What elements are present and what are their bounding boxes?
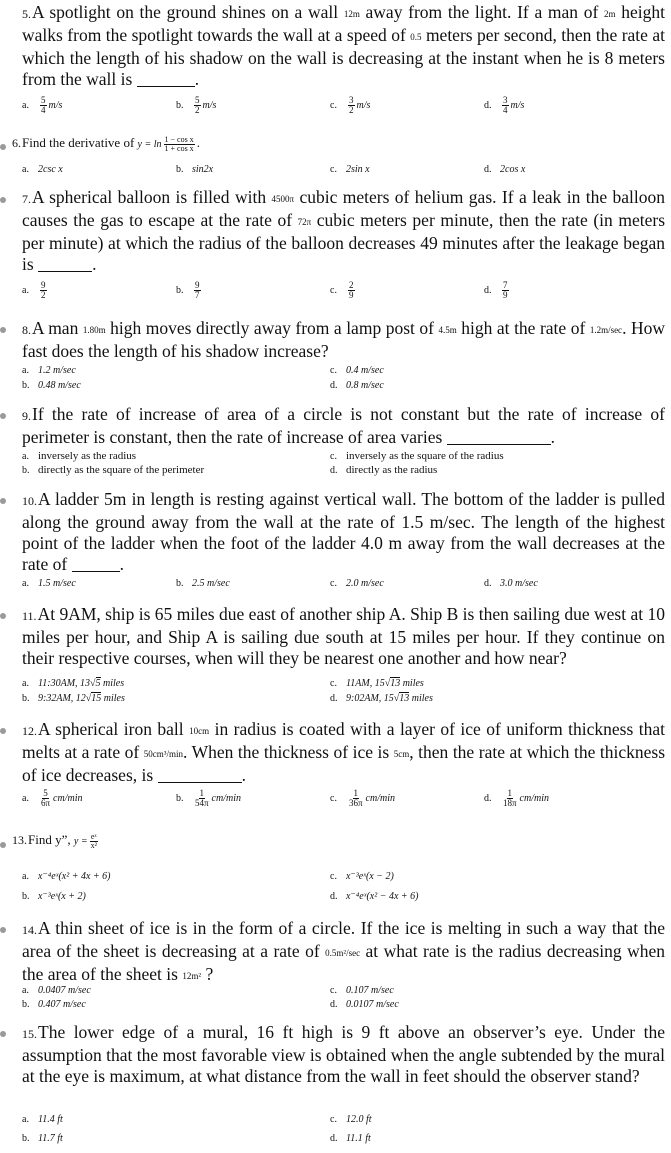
option-c[interactable]: [330, 96, 370, 115]
q8-h2: 4.5m: [438, 325, 457, 335]
q9-options-2-text: inversely as the square of the radius: [346, 450, 504, 462]
q11-options-2-pre: 11AM, 15: [346, 678, 385, 689]
q7-options-3-den: 9: [503, 290, 508, 300]
q11-options-3-post: miles: [409, 693, 433, 704]
q5-options-3-den: 4: [503, 105, 508, 115]
q5-options-1-unit: m/s: [202, 100, 217, 112]
question-6-stem: [12, 134, 665, 153]
q11-options-2-root: 13: [390, 678, 401, 689]
q5-options-1-letter: b.: [176, 100, 184, 112]
q7-vol: 4500π: [271, 194, 295, 204]
option-c[interactable]: [330, 363, 384, 378]
q11-options-1-letter: b.: [22, 693, 30, 704]
question-10-stem: [22, 489, 665, 575]
option-c[interactable]: [330, 449, 504, 464]
question-12-stem: [22, 719, 665, 786]
bullet-icon: [0, 728, 6, 734]
bullet-icon: [0, 197, 6, 203]
answer-blank: [38, 257, 92, 272]
q5-p3: height walks from the spotlight towards the wall at a speed of: [22, 2, 665, 45]
q12-options-2-den: 36π: [349, 798, 363, 808]
q7-options-1-den: 7: [195, 290, 200, 300]
bullet-icon: [0, 498, 6, 504]
option-d[interactable]: [484, 96, 524, 115]
q5-p4: meters per second, then the rate at which the length of his shadow on the wall is decreasing at the instant when he is 8 meters from the wall is: [22, 25, 665, 89]
q9-options-0-letter: a.: [22, 451, 29, 462]
q15-num: 15.: [22, 1027, 37, 1041]
q15-text: The lower edge of a mural, 16 ft high is 9 ft above an observer’s eye. Under the assumption that the most favorable view is obtained when the angle subtended by the mural at the eye is maximum, at what distance from the wall in feet should the observer stand?: [22, 1022, 665, 1086]
q10-options-1-text: 2.5 m/sec: [192, 578, 230, 589]
q6-options-1-letter: b.: [176, 164, 184, 175]
question-7-stem: [22, 187, 665, 275]
q7-p1: A spherical balloon is filled with: [32, 187, 272, 207]
q8-options-2-text: 0.4 m/sec: [346, 365, 384, 376]
q5-wall: 12m: [343, 9, 360, 19]
q8-p1: A man: [32, 318, 83, 338]
q12-options-0-letter: a.: [22, 793, 29, 805]
q6-options-3-text: 2cos x: [500, 164, 526, 175]
q13-options-1-letter: b.: [22, 891, 30, 902]
q9-options-3-text: directly as the radius: [346, 464, 438, 476]
q12-p3: . When the thickness of ice is: [183, 742, 394, 762]
option-a[interactable]: [22, 869, 111, 884]
q6-end: .: [196, 135, 200, 150]
option-a[interactable]: [22, 162, 63, 177]
option-b[interactable]: [22, 463, 204, 478]
option-d[interactable]: [330, 997, 399, 1012]
q13-options-2-letter: c.: [330, 871, 337, 882]
q6-text: Find the derivative of: [22, 135, 138, 150]
q14-rate: 0.5m²/sec: [325, 948, 361, 958]
q8-options-2-letter: c.: [330, 365, 337, 376]
q12-options-3-unit: cm/min: [519, 793, 549, 805]
q12-p4: , then the rate at which the thickness of ice decreases, is: [22, 742, 666, 785]
option-c[interactable]: [330, 869, 394, 884]
q7-p2: cubic meters of helium gas. If a leak in the balloon causes the gas to escape at the rate of: [22, 187, 666, 230]
q5-num: 5.: [22, 7, 31, 21]
q10-options-3-letter: d.: [484, 578, 492, 589]
q5-options-2-den: 2: [349, 105, 354, 115]
q14-p3: ?: [201, 964, 214, 984]
q6-expr: y = ln: [137, 139, 162, 150]
q5-options-2-num: 3: [349, 95, 354, 105]
q13-options-3-text: x⁻⁴eˣ(x² − 4x + 6): [346, 891, 419, 902]
option-a[interactable]: [22, 576, 76, 591]
q13-fnum: eˣ: [90, 831, 97, 841]
q6-options-0-text: 2csc x: [38, 164, 63, 175]
q10-options-3-text: 3.0 m/sec: [500, 578, 538, 589]
q15-options-0-letter: a.: [22, 1114, 29, 1125]
q13-text: Find y”,: [28, 832, 74, 847]
fraction: [502, 789, 518, 808]
q14-options-3-letter: d.: [330, 999, 338, 1010]
option-b[interactable]: [22, 889, 86, 904]
q8-p3: high at the rate of: [456, 318, 590, 338]
q7-end: .: [92, 254, 97, 274]
q5-p2: away from the light. If a man of: [359, 2, 605, 22]
fraction: [194, 281, 201, 300]
q8-options-1-text: 0.48 m/sec: [38, 380, 81, 391]
q14-options-1-text: 0.407 m/sec: [38, 999, 86, 1010]
q11-options-3-root: 13: [399, 693, 410, 704]
q10-options-2-letter: c.: [330, 578, 337, 589]
q12-rad: 10cm: [189, 726, 210, 736]
bullet-icon: [0, 1031, 6, 1037]
q9-options-0-text: inversely as the radius: [38, 450, 137, 462]
option-c[interactable]: [330, 281, 357, 300]
q9-end: .: [550, 427, 556, 447]
q12-num: 12.: [22, 724, 37, 738]
q14-options-0-letter: a.: [22, 985, 29, 996]
q13-options-3-letter: d.: [330, 891, 338, 902]
q12-options-0-den: 6π: [41, 798, 51, 808]
q11-options-3-letter: d.: [330, 693, 338, 704]
option-b[interactable]: [22, 691, 125, 706]
q11-options-3-pre: 9:02AM, 15: [346, 693, 394, 704]
q6-fden: 1 + cos x: [164, 143, 194, 153]
option-d[interactable]: [484, 162, 525, 177]
q12-options-1-num: 1: [199, 788, 205, 798]
q13-options-1-text: x⁻³eˣ(x + 2): [38, 891, 86, 902]
question-5-stem: [22, 2, 665, 90]
q5-options-3-num: 3: [503, 95, 508, 105]
q15-options-3-text: 11.1 ft: [346, 1133, 371, 1144]
q7-options-0-letter: a.: [22, 285, 29, 297]
option-b[interactable]: [22, 378, 81, 393]
q12-options-3-num: 1: [507, 788, 513, 798]
radical-sign: √: [393, 693, 400, 704]
q12-p2: in radius is coated with a layer of ice of uniform thickness that melts at a rate of: [22, 719, 665, 762]
q13-options-0-text: x⁻⁴eˣ(x² + 4x + 6): [38, 871, 111, 882]
option-b[interactable]: [22, 997, 86, 1012]
q7-options-1-num: 9: [195, 280, 200, 290]
answer-blank: [158, 768, 242, 783]
q5-options-3-unit: m/s: [510, 100, 525, 112]
option-d[interactable]: [484, 789, 549, 808]
option-a[interactable]: [22, 449, 136, 464]
option-d[interactable]: [484, 281, 511, 300]
fraction: [502, 96, 509, 115]
q6-fnum: 1 − cos x: [164, 134, 194, 144]
q11-options-0-letter: a.: [22, 678, 29, 689]
q8-options-0-text: 1.2 m/sec: [38, 365, 76, 376]
q15-options-2-text: 12.0 ft: [346, 1114, 372, 1125]
q11-options-0-post: miles: [100, 678, 125, 689]
q14-options-1-letter: b.: [22, 999, 30, 1010]
q7-p3: cubic meters per minute, then the rate (in meters per minute) at which the radius of the balloon decreases 49 minutes after the leakage began is: [22, 210, 666, 274]
q10-end: .: [119, 554, 124, 574]
q14-p2: at what rate is the radius decreasing when the area of the sheet is: [22, 941, 665, 984]
option-b[interactable]: [176, 162, 213, 177]
option-d[interactable]: [330, 463, 437, 478]
q12-options-1-den: 54π: [195, 798, 209, 808]
q12-thick: 5cm: [393, 749, 410, 759]
option-a[interactable]: [22, 789, 83, 808]
q5-options-1-num: 5: [195, 95, 200, 105]
q5-options-0-den: 4: [41, 105, 46, 115]
option-b[interactable]: [176, 576, 230, 591]
q10-options-0-text: 1.5 m/sec: [38, 578, 76, 589]
option-b[interactable]: [176, 281, 203, 300]
q11-text: At 9AM, ship is 65 miles due east of another ship A. Ship B is then sailing due west at 10 miles per hour, and Ship A is sailing due south at 15 miles per hour. If they continue on their respective courses, when will they be nearest one another and how near?: [22, 604, 665, 668]
q6-options-2-text: 2sin x: [346, 164, 370, 175]
q5-p1: A spotlight on the ground shines on a wall: [32, 2, 344, 22]
q11-options-2-letter: c.: [330, 678, 337, 689]
q12-p1: A spherical iron ball: [38, 719, 190, 739]
answer-blank: [447, 430, 551, 445]
radical-sign: √: [384, 678, 391, 689]
q8-options-1-letter: b.: [22, 380, 30, 391]
option-c[interactable]: [330, 162, 370, 177]
q15-options-0-text: 11.4 ft: [38, 1114, 63, 1125]
option-a[interactable]: [22, 1112, 63, 1127]
q11-options-0-pre: 11:30AM, 13: [38, 678, 91, 689]
q12-options-2-num: 1: [353, 788, 359, 798]
option-a[interactable]: [22, 96, 62, 115]
q9-options-1-letter: b.: [22, 465, 30, 476]
q6-options-2-letter: c.: [330, 164, 337, 175]
option-d[interactable]: [330, 1131, 371, 1146]
q15-options-2-letter: c.: [330, 1114, 337, 1125]
question-9-stem: [22, 404, 665, 448]
option-a[interactable]: [22, 676, 124, 691]
question-15-stem: [22, 1022, 665, 1087]
q6-num: 6.: [12, 136, 21, 150]
q7-options-3-num: 7: [503, 280, 508, 290]
option-a[interactable]: [22, 363, 76, 378]
q11-options-0-root: 5: [95, 678, 101, 689]
q12-options-1-unit: cm/min: [211, 793, 241, 805]
fraction: [194, 789, 210, 808]
fraction: [348, 96, 355, 115]
q13-options-0-letter: a.: [22, 871, 29, 882]
option-d[interactable]: [330, 378, 384, 393]
q14-area: 12m²: [182, 971, 202, 981]
q12-options-2-letter: c.: [330, 793, 337, 805]
q15-options-1-letter: b.: [22, 1133, 30, 1144]
bullet-icon: [0, 413, 6, 419]
answer-blank: [72, 557, 120, 572]
question-14-stem: [22, 918, 665, 987]
q14-p1: A thin sheet of ice is in the form of a circle. If the ice is melting in such a way that the area of the sheet is decreasing at a rate of: [22, 918, 665, 961]
option-a[interactable]: [22, 281, 49, 300]
fraction: [40, 789, 51, 808]
q9-options-2-letter: c.: [330, 451, 337, 462]
fraction: [194, 96, 201, 115]
q5-options-1-den: 2: [195, 105, 200, 115]
fraction: [40, 281, 47, 300]
option-c[interactable]: [330, 676, 424, 691]
fraction: [90, 833, 98, 850]
q15-options-3-letter: d.: [330, 1133, 338, 1144]
q6-options-1-text: sin2x: [192, 164, 214, 175]
q11-options-1-post: miles: [101, 693, 125, 704]
q7-options-0-num: 9: [41, 280, 46, 290]
q7-options-0-den: 2: [41, 290, 46, 300]
q5-options-3-letter: d.: [484, 100, 492, 112]
q5-options-0-num: 5: [41, 95, 46, 105]
q14-num: 14.: [22, 923, 37, 937]
q9-num: 9.: [22, 409, 31, 423]
q12-rate: 50cm³/min: [143, 749, 183, 759]
option-c[interactable]: [330, 576, 384, 591]
q13-expr: y =: [73, 836, 88, 847]
q5-options-2-unit: m/s: [356, 100, 371, 112]
bullet-icon: [0, 144, 6, 150]
option-b[interactable]: [22, 1131, 63, 1146]
q9-options-1-text: directly as the square of the perimeter: [38, 464, 205, 476]
q7-rate: 72π: [297, 217, 312, 227]
bullet-icon: [0, 327, 6, 333]
option-c[interactable]: [330, 983, 394, 998]
q10-options-2-text: 2.0 m/sec: [346, 578, 384, 589]
option-b[interactable]: [176, 789, 241, 808]
option-d[interactable]: [484, 576, 538, 591]
q8-h1: 1.80m: [82, 325, 106, 335]
option-d[interactable]: [330, 691, 433, 706]
fraction: [164, 136, 195, 153]
q12-end: .: [241, 765, 246, 785]
bullet-icon: [0, 613, 6, 619]
q8-p2: high moves directly away from a lamp post of: [105, 318, 439, 338]
q7-options-2-letter: c.: [330, 285, 337, 297]
q14-options-2-letter: c.: [330, 985, 337, 996]
q5-options-0-letter: a.: [22, 100, 29, 112]
q7-options-2-den: 9: [349, 290, 354, 300]
q8-options-0-letter: a.: [22, 365, 29, 376]
q10-num: 10.: [22, 494, 37, 508]
q11-num: 11.: [22, 609, 37, 623]
q8-r: 1.2m/sec: [589, 325, 623, 335]
q5-options-2-letter: c.: [330, 100, 337, 112]
q11-options-2-post: miles: [400, 678, 424, 689]
q5-speed: 0.5: [410, 32, 422, 42]
option-c[interactable]: [330, 789, 395, 808]
fraction: [40, 96, 47, 115]
q14-options-2-text: 0.107 m/sec: [346, 985, 394, 996]
q11-options-1-root: 15: [91, 693, 102, 704]
answer-blank: [137, 72, 195, 87]
option-a[interactable]: [22, 983, 91, 998]
q10-options-0-letter: a.: [22, 578, 29, 589]
radical-sign: √: [90, 678, 96, 689]
option-b[interactable]: [176, 96, 216, 115]
q7-options-3-letter: d.: [484, 285, 492, 297]
q7-options-1-letter: b.: [176, 285, 184, 297]
q13-num: 13.: [12, 833, 27, 847]
q12-options-2-unit: cm/min: [365, 793, 395, 805]
q8-options-3-letter: d.: [330, 380, 338, 391]
q8-num: 8.: [22, 323, 31, 337]
fraction: [348, 789, 364, 808]
q11-options-1-pre: 9:32AM, 12: [38, 693, 86, 704]
q14-options-0-text: 0.0407 m/sec: [38, 985, 91, 996]
q13-options-2-text: x⁻³eˣ(x − 2): [346, 871, 394, 882]
bullet-icon: [0, 842, 6, 848]
q8-options-3-text: 0.8 m/sec: [346, 380, 384, 391]
q9-text: If the rate of increase of area of a circle is not constant but the rate of increase of perimeter is constant, then the rate of increase of area varies: [22, 404, 665, 447]
q12-options-0-unit: cm/min: [53, 793, 83, 805]
q12-options-0-num: 5: [43, 788, 48, 798]
q7-options-2-num: 2: [349, 280, 354, 290]
q6-options-3-letter: d.: [484, 164, 492, 175]
option-d[interactable]: [330, 889, 419, 904]
q5-height: 2m: [604, 9, 616, 19]
q5-end: .: [194, 69, 200, 89]
q13-fden: x²: [90, 840, 97, 850]
q15-options-1-text: 11.7 ft: [38, 1133, 63, 1144]
q10-text: A ladder 5m in length is resting against vertical wall. The bottom of the ladder is pulled along the ground away from the wall at the rate of 1.5 m/sec. The length of the highest point of the ladder when the foot of the ladder 4.0 m away from the wall decreases at the rate of: [22, 489, 665, 574]
q12-options-3-letter: d.: [484, 793, 492, 805]
q6-options-0-letter: a.: [22, 164, 29, 175]
q8-p4: . How fast does the length of his shadow increase?: [22, 318, 665, 361]
q14-options-3-text: 0.0107 m/sec: [346, 999, 399, 1010]
q9-options-3-letter: d.: [330, 465, 338, 476]
bullet-icon: [0, 927, 6, 933]
q5-options-0-unit: m/s: [48, 100, 63, 112]
q12-options-1-letter: b.: [176, 793, 184, 805]
radical-sign: √: [85, 693, 92, 704]
q12-options-3-den: 18π: [503, 798, 517, 808]
q10-options-1-letter: b.: [176, 578, 184, 589]
question-8-stem: [22, 318, 665, 362]
fraction: [348, 281, 355, 300]
q7-num: 7.: [22, 192, 31, 206]
fraction: [502, 281, 509, 300]
question-11-stem: [22, 604, 665, 669]
option-c[interactable]: [330, 1112, 372, 1127]
question-13-stem: [12, 831, 665, 850]
